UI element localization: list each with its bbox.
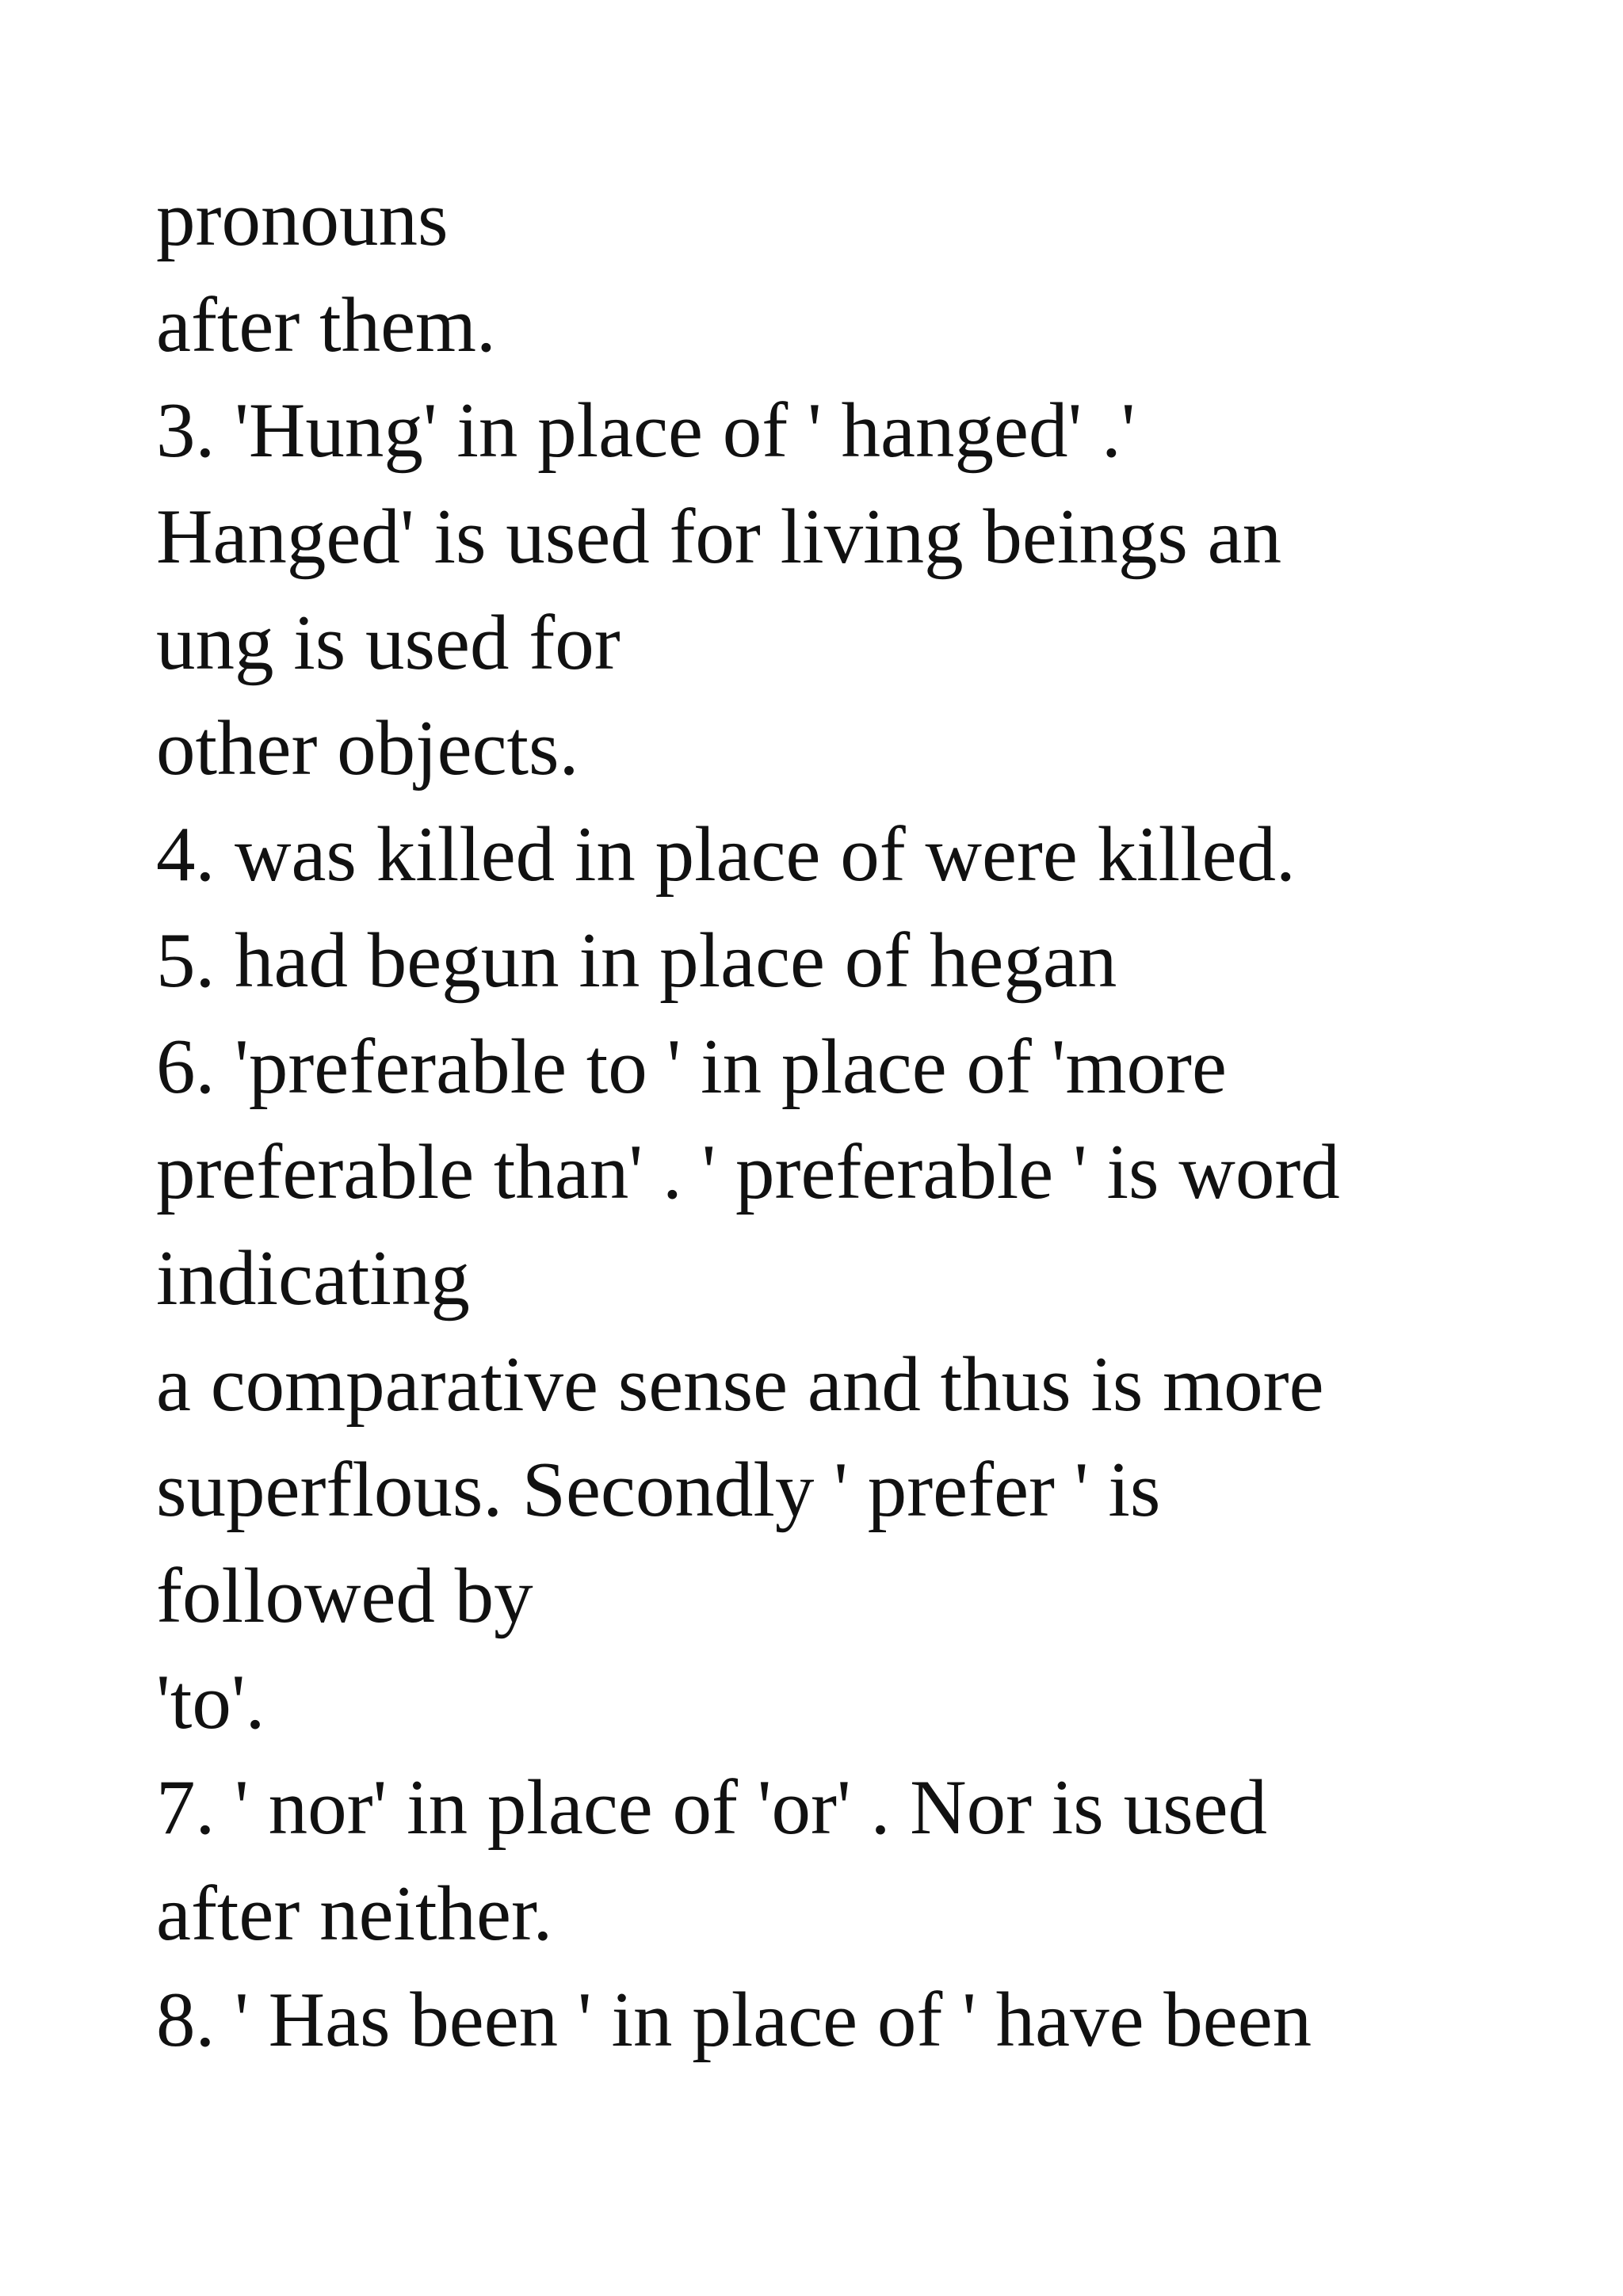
text-line: followed by <box>156 1552 533 1639</box>
text-line: a comparative sense and thus is more <box>156 1341 1324 1428</box>
text-line: 8. ' Has been ' in place of ' have been <box>156 1976 1312 2063</box>
text-line: indicating <box>156 1234 470 1322</box>
text-line: ung is used for <box>156 599 621 686</box>
text-line: preferable than' . ' preferable ' is word <box>156 1129 1340 1216</box>
text-line: 5. had begun in place of hegan <box>156 917 1117 1004</box>
document-body <box>156 166 1551 2073</box>
text-line: 'to'. <box>156 1658 265 1745</box>
text-line: 3. 'Hung' in place of ' hanged' .' <box>156 387 1136 475</box>
text-line: other objects. <box>156 705 579 792</box>
text-line: 6. 'preferable to ' in place of 'more <box>156 1023 1227 1110</box>
text-line: 4. was killed in place of were killed. <box>156 811 1296 898</box>
text-line: superflous. Secondly ' prefer ' is <box>156 1447 1161 1534</box>
text-line: Hanged' is used for living beings an <box>156 494 1282 581</box>
text-line: after them. <box>156 281 496 368</box>
text-line: pronouns <box>156 176 449 262</box>
text-line: 7. ' nor' in place of 'or' . Nor is used <box>156 1764 1268 1852</box>
text-line: after neither. <box>156 1871 553 1957</box>
